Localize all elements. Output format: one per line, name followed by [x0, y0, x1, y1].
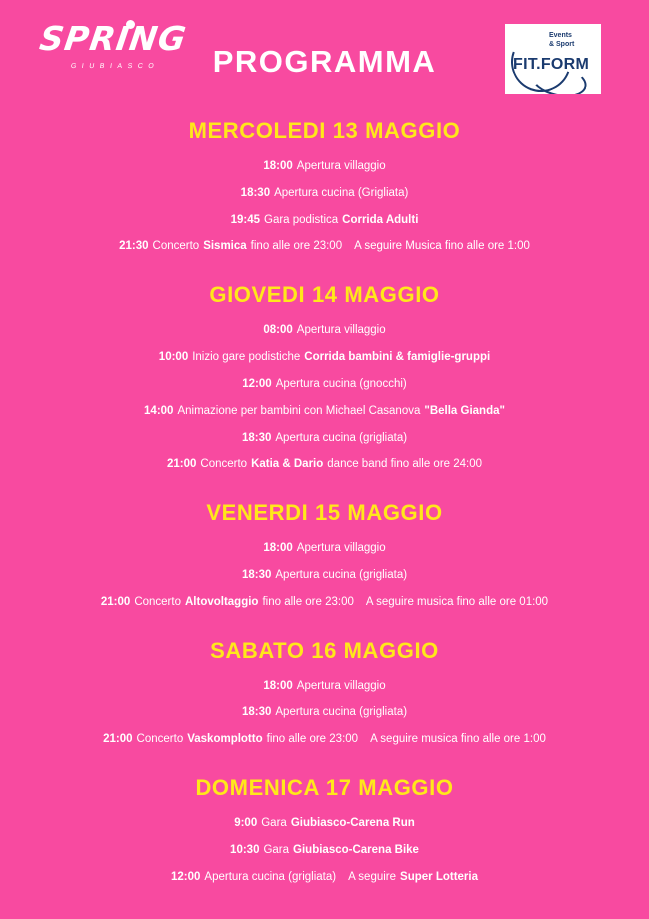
day-block	[28, 500, 621, 611]
event-time: 18:30	[241, 706, 272, 719]
fitform-logo	[505, 24, 601, 94]
day-title: MERCOLEDI 13 MAGGIO	[188, 118, 461, 143]
spacer	[354, 594, 366, 612]
event-row	[28, 842, 621, 860]
day-title: DOMENICA 17 MAGGIO	[195, 775, 454, 800]
event-extra: A seguire Musica fino alle ore 1:00	[354, 240, 530, 253]
event-row	[28, 322, 621, 340]
event-description: Apertura cucina (grigliata)	[275, 568, 408, 581]
event-description: Inizio gare podistiche	[192, 351, 301, 364]
spacer	[336, 869, 348, 887]
event-row	[28, 540, 621, 558]
event-time: 12:00	[242, 377, 272, 390]
day-title: VENERDI 15 MAGGIO	[206, 500, 443, 526]
event-highlight: Corrida Adulti	[342, 213, 419, 226]
event-extra: A seguire musica fino alle ore 01:00	[365, 595, 549, 608]
event-row	[28, 678, 621, 696]
event-time: 18:00	[263, 679, 293, 692]
event-time: 21:00	[166, 458, 197, 471]
event-highlight: Giubiasco-Carena Bike	[293, 843, 419, 856]
day-block	[28, 638, 621, 749]
event-row	[28, 869, 621, 887]
day-block	[28, 118, 621, 256]
event-row	[28, 704, 621, 722]
day-title: SABATO 16 MAGGIO	[210, 637, 439, 663]
event-row	[28, 430, 621, 448]
event-description: Concerto	[152, 240, 200, 253]
event-highlight: Corrida bambini & famiglie-gruppi	[304, 351, 491, 364]
event-row	[28, 815, 621, 833]
event-row	[28, 185, 621, 203]
event-description: Apertura villaggio	[296, 160, 386, 172]
event-description: Apertura cucina (grigliata)	[275, 431, 408, 444]
schedule-list	[0, 110, 649, 886]
event-description: Gara	[261, 817, 287, 829]
event-description: Concerto	[200, 458, 248, 471]
event-description: Apertura cucina (grigliata)	[275, 706, 408, 719]
event-description: Animazione per bambini con Michael Casanova	[177, 404, 421, 417]
fitform-logo-tagline	[549, 32, 574, 50]
spring-logo-subtitle: GIUBIASCO	[70, 63, 160, 70]
event-description: Apertura villaggio	[296, 679, 386, 692]
event-time: 18:30	[240, 186, 271, 199]
event-time: 10:30	[230, 843, 260, 856]
event-description: Concerto	[136, 733, 184, 746]
spacer	[342, 238, 354, 256]
event-time: 18:00	[263, 160, 293, 172]
event-highlight: Sismica	[203, 240, 247, 253]
event-time: 9:00	[234, 817, 258, 829]
event-time: 10:00	[158, 351, 189, 364]
event-row	[28, 349, 621, 367]
event-time: 21:00	[103, 733, 133, 746]
event-row	[28, 456, 621, 474]
event-description: Gara podistica	[264, 213, 339, 226]
event-time: 19:45	[230, 213, 260, 226]
event-row	[28, 158, 621, 176]
event-highlight: Altovoltaggio	[184, 595, 259, 608]
event-time: 14:00	[144, 404, 174, 417]
event-time: 18:00	[263, 542, 293, 555]
page-title: PROGRAMMA	[212, 44, 437, 79]
event-time: 08:00	[263, 324, 293, 337]
event-tail: dance band fino alle ore 24:00	[327, 458, 483, 471]
event-tail: fino alle ore 23:00	[262, 595, 354, 608]
event-row	[28, 731, 621, 749]
event-tail: fino alle ore 23:00	[266, 733, 359, 746]
event-time: 18:30	[241, 431, 272, 444]
event-time: 21:30	[119, 240, 149, 253]
day-title: GIOVEDI 14 MAGGIO	[209, 282, 440, 308]
spacer	[358, 731, 370, 749]
event-row	[28, 212, 621, 230]
event-description: Apertura villaggio	[296, 542, 386, 555]
event-row	[28, 403, 621, 421]
event-extra: A seguire	[348, 870, 397, 883]
event-description: Apertura cucina (Grigliata)	[274, 186, 409, 199]
event-row	[28, 594, 621, 612]
event-extra: A seguire musica fino alle ore 1:00	[370, 733, 546, 746]
event-time: 18:30	[241, 568, 272, 581]
event-row	[28, 376, 621, 394]
event-description: Gara	[263, 843, 290, 856]
event-highlight: Vaskomplotto	[187, 733, 263, 746]
fitform-tagline-line2: & Sport	[549, 40, 575, 48]
event-description: Apertura cucina (grigliata)	[204, 870, 337, 883]
fitform-logo-name: FIT.FORM	[513, 56, 590, 73]
day-block	[28, 775, 621, 886]
event-highlight: "Bella Gianda"	[424, 404, 505, 417]
event-highlight: Katia & Dario	[251, 458, 324, 471]
event-time: 12:00	[170, 870, 201, 883]
event-description: Apertura cucina (gnocchi)	[275, 377, 407, 390]
spring-logo-word: SPRING	[37, 19, 190, 58]
event-time: 21:00	[100, 595, 131, 608]
event-row	[28, 238, 621, 256]
event-description: Apertura villaggio	[296, 324, 386, 337]
day-block	[28, 282, 621, 474]
poster-header	[0, 0, 649, 110]
event-extra-highlight: Super Lotteria	[400, 870, 478, 883]
event-description: Concerto	[134, 595, 181, 608]
event-highlight: Giubiasco-Carena Run	[290, 817, 415, 829]
event-row	[28, 567, 621, 585]
fitform-tagline-line1: Events	[549, 32, 572, 39]
event-tail: fino alle ore 23:00	[250, 240, 343, 253]
